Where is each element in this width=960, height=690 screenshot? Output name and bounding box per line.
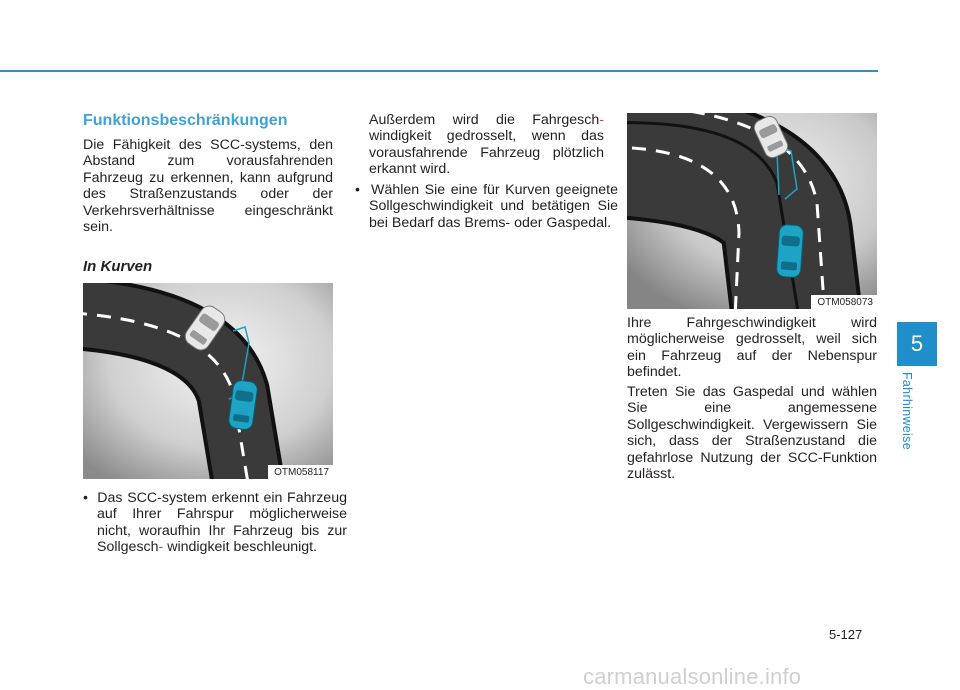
paragraph-adjacent-lane: Ihre Fahrgeschwindigkeit wird möglicherweise gedrosselt, weil sich ein Fahrzeug auf der Nebenspur befindet. (627, 315, 877, 381)
figure-curve-single-road (83, 283, 333, 479)
figure-label: OTM058073 (811, 295, 877, 309)
continued-paragraph: Außerdem wird die Fahrgesch- windigkeit gedrosselt, wenn das vorausfahrende Fahrzeug plötzlich erkannt wird. (369, 112, 604, 178)
paragraph-advice: Treten Sie das Gaspedal und wählen Sie eine angemessene Sollgeschwindigkeit. Vergewissern Sie sich, dass der Straßenzustand die gefahrlose Nutzung der SCC-Funktion zulässt. (627, 384, 877, 483)
bullet-item-1: • Das SCC-system erkennt ein Fahrzeug auf Ihrer Fahrspur möglicherweise nicht, woraufhin Ihr Fahrzeug bis zur Sollgesch- windigkeit beschleunigt. (83, 490, 347, 556)
bullet-item-2: • Wählen Sie eine für Kurven geeignete Sollgeschwindigkeit und betätigen Sie bei Bedarf das Brems- oder Gaspedal. (355, 182, 618, 231)
curve-road-illustration (83, 283, 333, 479)
figure-curve-two-lanes (627, 113, 877, 309)
section-heading: Funktionsbeschränkungen (83, 112, 288, 129)
own-car-icon (776, 224, 804, 278)
watermark: carmanualsonline.info (583, 664, 802, 689)
figure-label: OTM058117 (268, 465, 333, 479)
header-rule (0, 70, 878, 72)
subheading-curves: In Kurven (83, 258, 153, 275)
chapter-tab: 5 (897, 322, 937, 366)
two-lane-curve-illustration (627, 113, 877, 309)
page-number: 5-127 (829, 627, 863, 642)
chapter-title-vertical: Fahrhinweise (900, 372, 914, 450)
intro-paragraph: Die Fähigkeit des SCC-systems, den Abstand zum vorausfahrenden Fahrzeug zu erkennen, kann aufgrund des Straßenzustands oder der Verkehrsverhältnisse eingeschränkt sein. (83, 137, 333, 236)
